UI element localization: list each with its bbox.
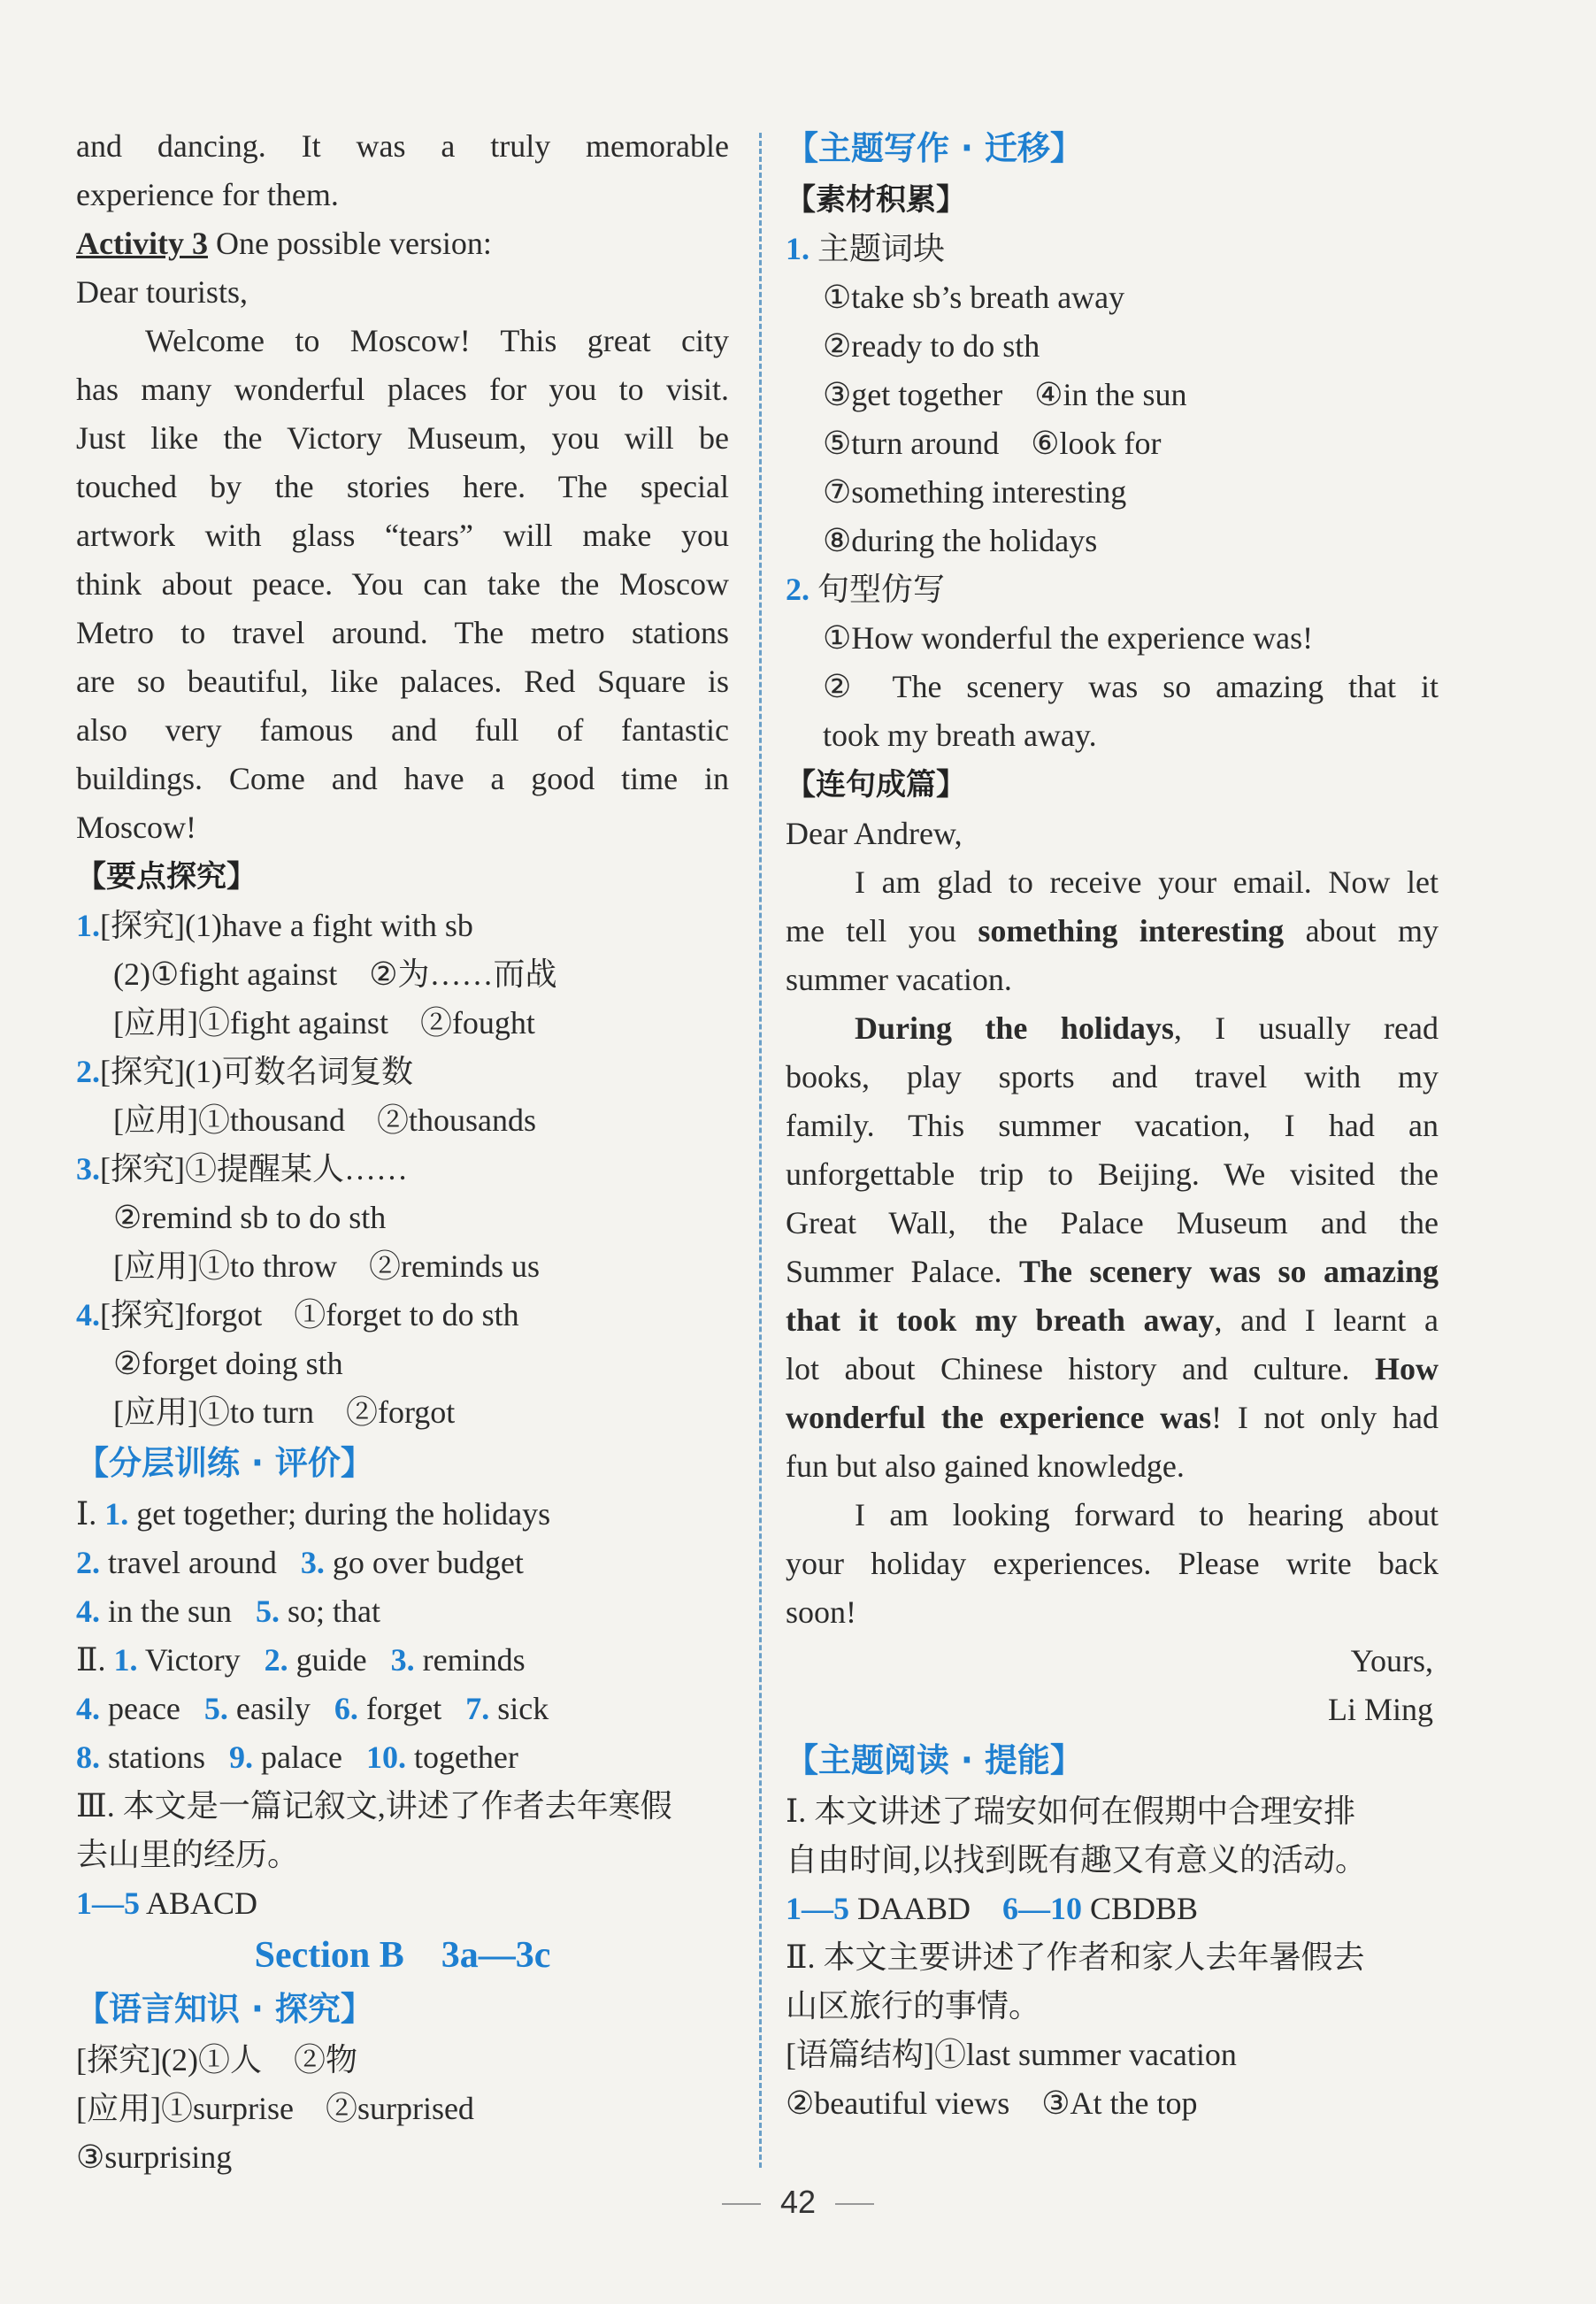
letter-text: ! I not only had (1211, 1400, 1439, 1435)
letter-line: soon! (786, 1594, 856, 1630)
essay-line: are so beautiful, like palaces. Red Square is (76, 664, 729, 699)
answer-text: travel around (108, 1545, 277, 1580)
highlight-text: During the holidays (855, 1010, 1174, 1046)
answer-text: easily (235, 1691, 311, 1726)
essay-intro-line: experience for them. (76, 177, 339, 212)
key-points-heading: 【要点探究】 (76, 859, 257, 895)
section-title: Section B 3a—3c (254, 1935, 551, 1976)
key-point-item: ②remind sb to do sth (113, 1200, 387, 1235)
essay-salutation: Dear tourists, (76, 274, 248, 310)
letter-salutation: Dear Andrew, (786, 816, 963, 851)
letter-line (786, 1296, 1439, 1345)
letter-line (786, 907, 1439, 956)
letter-line: family. This summer vacation, I had an (786, 1108, 1439, 1143)
item-text: [探究]forgot ①forget to do sth (100, 1297, 519, 1332)
reading-line: Ⅱ. 本文主要讲述了作者和家人去年暑假去 (786, 1939, 1365, 1975)
essay-line: Welcome to Moscow! This great city (145, 323, 729, 358)
answer-text: DAABD (857, 1891, 971, 1926)
essay-line: think about peace. You can take the Moscow (76, 566, 729, 602)
training-row (76, 1636, 729, 1685)
training-row (76, 1539, 729, 1587)
training-heading: 【分层训练 · 评价】 (76, 1444, 373, 1482)
phrase-item: ⑧during the holidays (823, 523, 1098, 558)
letter-line: your holiday experiences. Please write back (786, 1546, 1439, 1581)
essay-line: has many wonderful places for you to visit. (76, 372, 729, 407)
key-point-item (76, 902, 729, 950)
item-number: 6—10 (1002, 1891, 1083, 1926)
item-number: 1. (786, 231, 810, 266)
letter-line: unforgettable trip to Beijing. We visited the (786, 1156, 1439, 1192)
letter-line (786, 1248, 1439, 1296)
answer-text: peace (108, 1691, 180, 1726)
reading-line: Ⅰ. 本文讲述了瑞安如何在假期中合理安排 (786, 1793, 1356, 1829)
training-row (76, 1733, 729, 1782)
language-line: ③surprising (76, 2139, 233, 2175)
activity-text: One possible version: (215, 226, 492, 261)
reading-line: [语篇结构]①last summer vacation (786, 2037, 1237, 2072)
reading-line: ②beautiful views ③At the top (786, 2085, 1198, 2121)
item-text: [探究](1)have a fight with sb (100, 908, 473, 943)
answer-text: Victory (144, 1642, 241, 1678)
highlight-text: wonderful the experience was (786, 1400, 1212, 1435)
left-column (76, 122, 729, 2182)
item-number: 3. (300, 1545, 325, 1580)
activity-line (76, 219, 729, 268)
item-number: 1—5 (76, 1885, 140, 1921)
letter-line: books, play sports and travel with my (786, 1059, 1439, 1094)
letter-line: I am looking forward to hearing about (855, 1497, 1439, 1532)
training-row: Ⅲ. 本文是一篇记叙文,讲述了作者去年寒假 (76, 1788, 672, 1824)
item-text: [探究](1)可数名词复数 (100, 1054, 413, 1089)
key-point-item (76, 1048, 729, 1096)
phrase-item: ②ready to do sth (823, 328, 1040, 364)
item-number: 1. (76, 908, 100, 943)
training-row: 去山里的经历。 (76, 1837, 300, 1872)
material-heading: 【素材积累】 (786, 182, 966, 218)
sentence-item: ①How wonderful the experience was! (823, 620, 1314, 656)
item-number: 3. (76, 1151, 100, 1187)
letter-line (786, 1004, 1439, 1053)
connect-heading: 【连句成篇】 (786, 767, 966, 803)
key-point-item: [应用]①to throw ②reminds us (113, 1248, 540, 1284)
item-number: 2. (264, 1642, 288, 1678)
activity-label: Activity 3 (76, 226, 208, 261)
essay-line: buildings. Come and have a good time in (76, 761, 729, 796)
roman-numeral: Ⅰ. (76, 1496, 97, 1532)
language-line: [探究](2)①人 ②物 (76, 2042, 357, 2077)
highlight-text: something interesting (978, 913, 1285, 948)
reading-answers (786, 1885, 1439, 1933)
answer-text: stations (108, 1740, 206, 1775)
page-number: 42 (779, 2184, 817, 2220)
key-point-item: ②forget doing sth (113, 1346, 343, 1381)
item-number: 2. (76, 1054, 100, 1089)
essay-intro-line: and dancing. It was a truly memorable (76, 128, 729, 164)
column-divider (759, 133, 762, 2168)
key-point-item (76, 1145, 729, 1194)
answer-text: ABACD (146, 1885, 258, 1921)
answer-text: so; that (288, 1594, 380, 1629)
training-row (76, 1879, 729, 1928)
item-number: 4. (76, 1594, 100, 1629)
item-number: 4. (76, 1297, 100, 1332)
training-row (76, 1685, 729, 1733)
item-number: 3. (390, 1642, 415, 1678)
letter-text: lot about Chinese history and culture. (786, 1351, 1375, 1386)
letter-text: Summer Palace. (786, 1254, 1019, 1289)
letter-line (786, 1345, 1439, 1394)
essay-line: Moscow! (76, 810, 196, 845)
reading-line: 山区旅行的事情。 (786, 1988, 1041, 2024)
answer-text: palace (261, 1740, 342, 1775)
item-text: [探究]①提醒某人…… (100, 1151, 408, 1187)
answer-text: in the sun (108, 1594, 232, 1629)
item-number: 2. (786, 572, 810, 607)
sentence-item: took my breath away. (823, 718, 1097, 753)
item-number: 4. (76, 1691, 100, 1726)
footer-dash (835, 2203, 874, 2205)
letter-text: about my (1284, 913, 1439, 948)
item-number: 5. (256, 1594, 280, 1629)
essay-line: touched by the stories here. The special (76, 469, 729, 504)
phrase-item: ③get together ④in the sun (823, 377, 1187, 412)
highlight-text: How (1375, 1351, 1439, 1386)
material-item (786, 225, 1439, 273)
training-row (76, 1587, 729, 1636)
essay-line: also very famous and full of fantastic (76, 712, 729, 748)
answer-text: get together; during the holidays (136, 1496, 551, 1532)
answer-text: sick (497, 1691, 549, 1726)
item-number: 6. (334, 1691, 358, 1726)
key-point-item: [应用]①fight against ②fought (113, 1005, 535, 1041)
item-number: 2. (76, 1545, 100, 1580)
writing-heading: 【主题写作 · 迁移】 (786, 129, 1083, 167)
letter-line: Great Wall, the Palace Museum and the (786, 1205, 1439, 1240)
answer-text: forget (365, 1691, 442, 1726)
reading-line: 自由时间,以找到既有趣又有意义的活动。 (786, 1842, 1368, 1878)
answer-text: CBDBB (1090, 1891, 1199, 1926)
essay-line: artwork with glass “tears” will make you (76, 518, 729, 553)
answer-text: together (413, 1740, 518, 1775)
letter-line (786, 1394, 1439, 1442)
item-number: 1. (113, 1642, 138, 1678)
item-number: 5. (203, 1691, 228, 1726)
letter-text: , and I learnt a (1214, 1302, 1439, 1338)
item-number: 1. (104, 1496, 129, 1532)
phrase-item: ⑦something interesting (823, 474, 1127, 510)
key-point-item: [应用]①thousand ②thousands (113, 1102, 536, 1138)
item-number: 10. (365, 1740, 406, 1775)
item-text: 主题词块 (817, 231, 946, 266)
letter-line: summer vacation. (786, 962, 1012, 997)
answer-text: reminds (422, 1642, 526, 1678)
key-point-item: (2)①fight against ②为……而战 (113, 956, 557, 992)
sentence-item: ② The scenery was so amazing that it (823, 669, 1439, 704)
letter-line: I am glad to receive your email. Now let (855, 864, 1439, 900)
page-footer (0, 2184, 1596, 2221)
answer-text: guide (295, 1642, 367, 1678)
language-heading: 【语言知识 · 探究】 (76, 1990, 373, 2028)
essay-line: Metro to travel around. The metro stations (76, 615, 729, 650)
phrase-item: ⑤turn around ⑥look for (823, 426, 1162, 461)
item-number: 9. (229, 1740, 254, 1775)
footer-dash (722, 2203, 761, 2205)
key-point-item (76, 1291, 729, 1340)
material-item (786, 565, 1439, 614)
item-number: 1—5 (786, 1891, 849, 1926)
right-column (786, 122, 1439, 2128)
highlight-text: that it took my breath away (786, 1302, 1215, 1338)
letter-signature: Li Ming (1327, 1692, 1433, 1727)
training-row (76, 1490, 729, 1539)
letter-text: me tell you (786, 913, 978, 948)
essay-line: Just like the Victory Museum, you will be (76, 420, 729, 456)
reading-heading: 【主题阅读 · 提能】 (786, 1741, 1083, 1779)
highlight-text: The scenery was so amazing (1018, 1254, 1439, 1289)
key-point-item: [应用]①to turn ②forgot (113, 1394, 456, 1430)
letter-closing: Yours, (1350, 1643, 1433, 1678)
item-number: 7. (465, 1691, 490, 1726)
roman-numeral: Ⅱ. (76, 1642, 106, 1678)
item-text: 句型仿写 (817, 572, 946, 607)
item-number: 8. (76, 1740, 100, 1775)
language-line: [应用]①surprise ②surprised (76, 2091, 474, 2126)
letter-line: fun but also gained knowledge. (786, 1448, 1185, 1484)
answer-text: go over budget (332, 1545, 524, 1580)
phrase-item: ①take sb’s breath away (823, 280, 1125, 315)
letter-text: , I usually read (1173, 1010, 1439, 1046)
